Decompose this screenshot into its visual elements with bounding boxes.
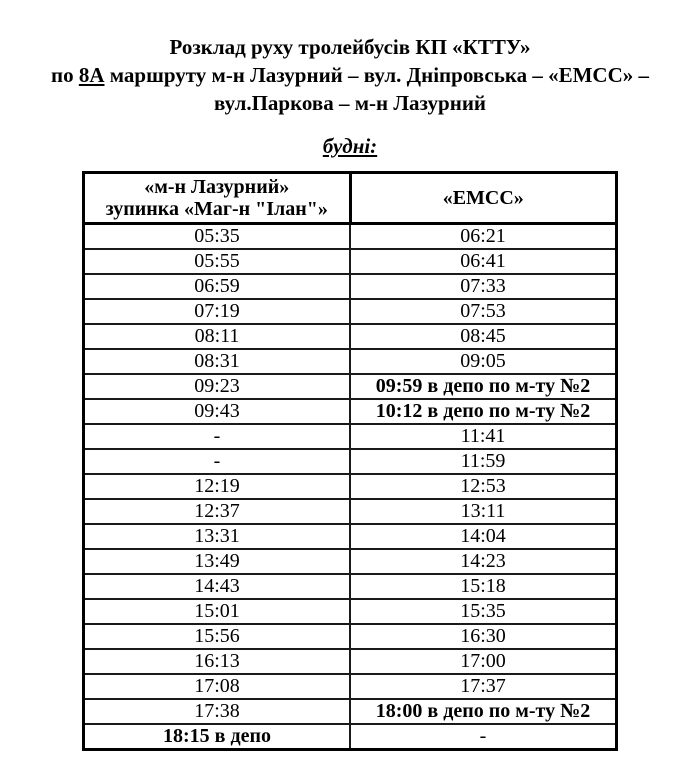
table-row [84, 349, 617, 374]
arrival-time-cell: 18:00 в депо по м-ту №2 [350, 699, 617, 724]
table-row [84, 674, 617, 699]
arrival-time-cell: 07:33 [350, 274, 617, 299]
title-line-3: вул.Паркова – м-н Лазурний [213, 91, 487, 115]
table-row [84, 274, 617, 299]
arrival-time-cell: 17:37 [350, 674, 617, 699]
departure-time-cell: 12:19 [84, 474, 351, 499]
departure-time-cell: 07:19 [84, 299, 351, 324]
header-row [84, 173, 617, 224]
arrival-time-cell: - [350, 724, 617, 750]
header-arrival-line-1: «ЕМСС» [442, 187, 524, 209]
departure-time-cell: 09:43 [84, 399, 351, 424]
departure-time-cell: 05:35 [84, 224, 351, 250]
schedule-tbody [84, 224, 617, 750]
departure-time-cell: 17:08 [84, 674, 351, 699]
arrival-time-cell: 14:23 [350, 549, 617, 574]
departure-time-cell: - [84, 449, 351, 474]
table-row [84, 374, 617, 399]
arrival-time-cell: 08:45 [350, 324, 617, 349]
arrival-time-cell: 13:11 [350, 499, 617, 524]
table-row [84, 399, 617, 424]
table-row [84, 224, 617, 250]
departure-time-cell: 17:38 [84, 699, 351, 724]
table-row [84, 499, 617, 524]
schedule-table [82, 171, 618, 751]
arrival-time-cell: 15:35 [350, 599, 617, 624]
arrival-time-cell: 09:59 в депо по м-ту №2 [350, 374, 617, 399]
arrival-time-cell: 06:21 [350, 224, 617, 250]
arrival-time-cell: 11:59 [350, 449, 617, 474]
document-title [0, 33, 700, 117]
table-row [84, 549, 617, 574]
departure-time-cell: 15:01 [84, 599, 351, 624]
arrival-time-cell: 07:53 [350, 299, 617, 324]
departure-time-cell: 12:37 [84, 499, 351, 524]
table-row [84, 249, 617, 274]
departure-time-cell: 08:11 [84, 324, 351, 349]
table-row [84, 324, 617, 349]
arrival-time-cell: 12:53 [350, 474, 617, 499]
table-row [84, 524, 617, 549]
table-row [84, 649, 617, 674]
table-row [84, 699, 617, 724]
arrival-time-cell: 11:41 [350, 424, 617, 449]
schedule-table-head [84, 173, 617, 224]
departure-time-cell: - [84, 424, 351, 449]
route-number: 8А [78, 63, 105, 87]
table-row [84, 574, 617, 599]
table-row [84, 599, 617, 624]
table-row [84, 424, 617, 449]
arrival-time-cell: 06:41 [350, 249, 617, 274]
table-row [84, 474, 617, 499]
table-row [84, 624, 617, 649]
arrival-time-cell: 16:30 [350, 624, 617, 649]
arrival-time-cell: 09:05 [350, 349, 617, 374]
departure-time-cell: 06:59 [84, 274, 351, 299]
title-line-2-suffix: маршруту м-н Лазурний – вул. Дніпровська – «ЕМСС» – [104, 63, 650, 87]
arrival-time-cell: 10:12 в депо по м-ту №2 [350, 399, 617, 424]
departure-time-cell: 18:15 в депо [84, 724, 351, 750]
header-departure-stop [84, 173, 351, 224]
section-label-weekdays: будні: [322, 134, 378, 158]
arrival-time-cell: 17:00 [350, 649, 617, 674]
arrival-time-cell: 15:18 [350, 574, 617, 599]
title-line-1: Розклад руху тролейбусів КП «КТТУ» [169, 35, 531, 59]
arrival-time-cell: 14:04 [350, 524, 617, 549]
title-line-2 [0, 61, 700, 89]
departure-time-cell: 05:55 [84, 249, 351, 274]
table-row [84, 299, 617, 324]
header-arrival-stop [350, 173, 617, 224]
departure-time-cell: 09:23 [84, 374, 351, 399]
title-line-2-prefix: по [50, 63, 79, 87]
header-departure-line-2: зупинка «Маг-н "Ілан"» [105, 198, 328, 220]
departure-time-cell: 15:56 [84, 624, 351, 649]
table-row [84, 449, 617, 474]
departure-time-cell: 16:13 [84, 649, 351, 674]
departure-time-cell: 13:49 [84, 549, 351, 574]
table-row [84, 724, 617, 750]
departure-time-cell: 14:43 [84, 574, 351, 599]
departure-time-cell: 13:31 [84, 524, 351, 549]
departure-time-cell: 08:31 [84, 349, 351, 374]
header-departure-line-1: «м-н Лазурний» [144, 176, 290, 198]
